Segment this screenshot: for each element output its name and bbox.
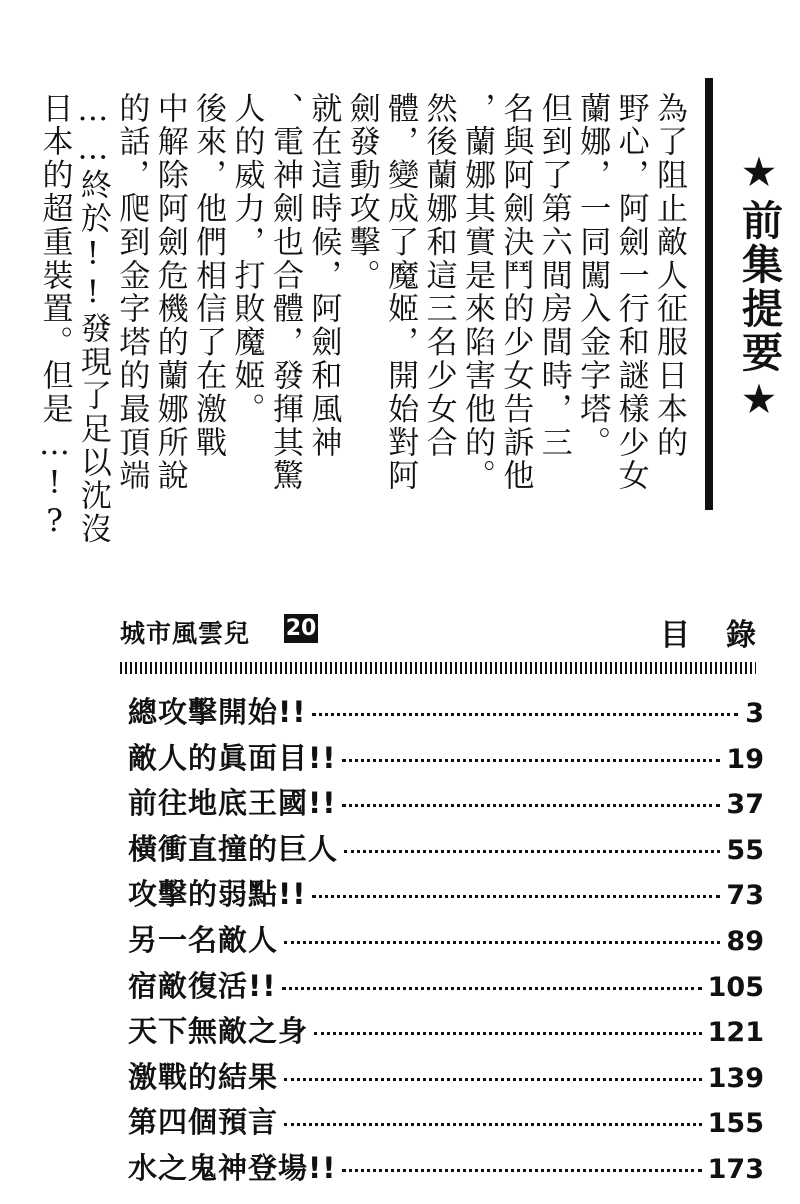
synopsis-text xyxy=(36,92,688,547)
dot-leader xyxy=(314,1032,702,1035)
synopsis-line: 體，變成了魔姬，開始對阿 xyxy=(382,92,419,493)
chapter-title: 攻擊的弱點!! xyxy=(128,877,307,912)
page-number: 155 xyxy=(707,1108,764,1140)
synopsis-line: 為了阻止敵人征服日本的 xyxy=(651,92,687,460)
dot-leader xyxy=(284,941,720,944)
toc-entry[interactable] xyxy=(128,918,764,964)
dot-leader xyxy=(284,1123,702,1126)
chapter-title: 總攻擊開始!! xyxy=(128,695,307,729)
page-number: 173 xyxy=(707,1153,764,1185)
synopsis-heading: ★前集提要★ xyxy=(735,148,783,426)
toc-entry[interactable] xyxy=(128,1146,764,1192)
page-number: 3 xyxy=(745,698,764,729)
synopsis-line: 劍發動攻擊。 xyxy=(343,92,380,293)
page-number: 89 xyxy=(726,925,764,957)
synopsis-line: 然後蘭娜和這三名少女合 xyxy=(420,92,457,460)
toc-title: 目錄 xyxy=(660,618,792,653)
dot-leader xyxy=(342,1169,701,1172)
synopsis-line: ……終於!!發現了足以沈沒 xyxy=(74,92,111,547)
synopsis-line: 日本的超重裝置。但是…!? xyxy=(36,92,73,542)
dot-leader xyxy=(342,759,720,762)
page-number: 37 xyxy=(726,789,764,821)
toc-entry[interactable] xyxy=(128,1009,764,1055)
toc-entry[interactable] xyxy=(128,827,764,873)
toc-entry[interactable] xyxy=(128,736,764,782)
dot-leader xyxy=(342,804,720,807)
dot-leader xyxy=(344,850,720,853)
synopsis-line: 後來，他們相信了在激戰 xyxy=(190,92,227,460)
dot-leader xyxy=(284,1078,702,1081)
dot-leader xyxy=(282,987,701,990)
synopsis-line: 但到了第六間房間時，三 xyxy=(535,92,572,460)
synopsis-line: 就在這時候，阿劍和風神 xyxy=(305,92,342,460)
synopsis-line: 人的威力，打敗魔姬。 xyxy=(228,92,265,426)
toc-entry[interactable] xyxy=(128,690,764,736)
chapter-title: 宿敵復活!! xyxy=(128,968,277,1003)
toc-divider xyxy=(120,662,756,674)
dot-leader xyxy=(312,895,720,898)
book-title: 城市風雲兒 xyxy=(120,619,251,648)
heading-rule xyxy=(705,78,713,510)
synopsis-line: 的話，爬到金字塔的最頂端 xyxy=(113,92,150,493)
chapter-title: 前往地底王國!! xyxy=(128,786,337,821)
volume-badge: 20 xyxy=(285,616,317,641)
page-number: 121 xyxy=(707,1017,764,1049)
chapter-title: 水之鬼神登場!! xyxy=(128,1150,337,1185)
toc-entry[interactable] xyxy=(128,781,764,827)
toc-entry[interactable] xyxy=(128,1055,764,1101)
chapter-title: 第四個預言 xyxy=(128,1105,279,1140)
page-number: 105 xyxy=(707,971,764,1003)
synopsis-line: 、電神劍也合體，發揮其驚 xyxy=(266,92,303,493)
synopsis-line: ，蘭娜其實是來陷害他的。 xyxy=(458,92,495,493)
synopsis-line: 中解除阿劍危機的蘭娜所說 xyxy=(151,92,188,493)
toc-list xyxy=(128,690,764,1192)
synopsis-line: 蘭娜，一同闖入金字塔。 xyxy=(574,92,611,460)
toc-entry[interactable] xyxy=(128,1100,764,1146)
chapter-title: 另一名敵人 xyxy=(128,922,279,957)
dot-leader xyxy=(312,713,738,716)
chapter-title: 橫衝直撞的巨人 xyxy=(128,831,339,866)
synopsis-line: 野心，阿劍一行和謎樣少女 xyxy=(612,92,649,493)
chapter-title: 天下無敵之身 xyxy=(128,1014,309,1049)
page-number: 19 xyxy=(726,743,764,775)
synopsis-line: 名與阿劍決鬥的少女告訴他 xyxy=(497,92,534,493)
toc-header xyxy=(120,604,792,653)
chapter-title: 敵人的眞面目!! xyxy=(128,740,337,775)
toc-entry[interactable] xyxy=(128,964,764,1010)
page-number: 139 xyxy=(707,1062,764,1094)
chapter-title: 激戰的結果 xyxy=(128,1059,279,1094)
page-number: 55 xyxy=(726,834,764,866)
toc-entry[interactable] xyxy=(128,872,764,918)
page-number: 73 xyxy=(726,880,764,912)
